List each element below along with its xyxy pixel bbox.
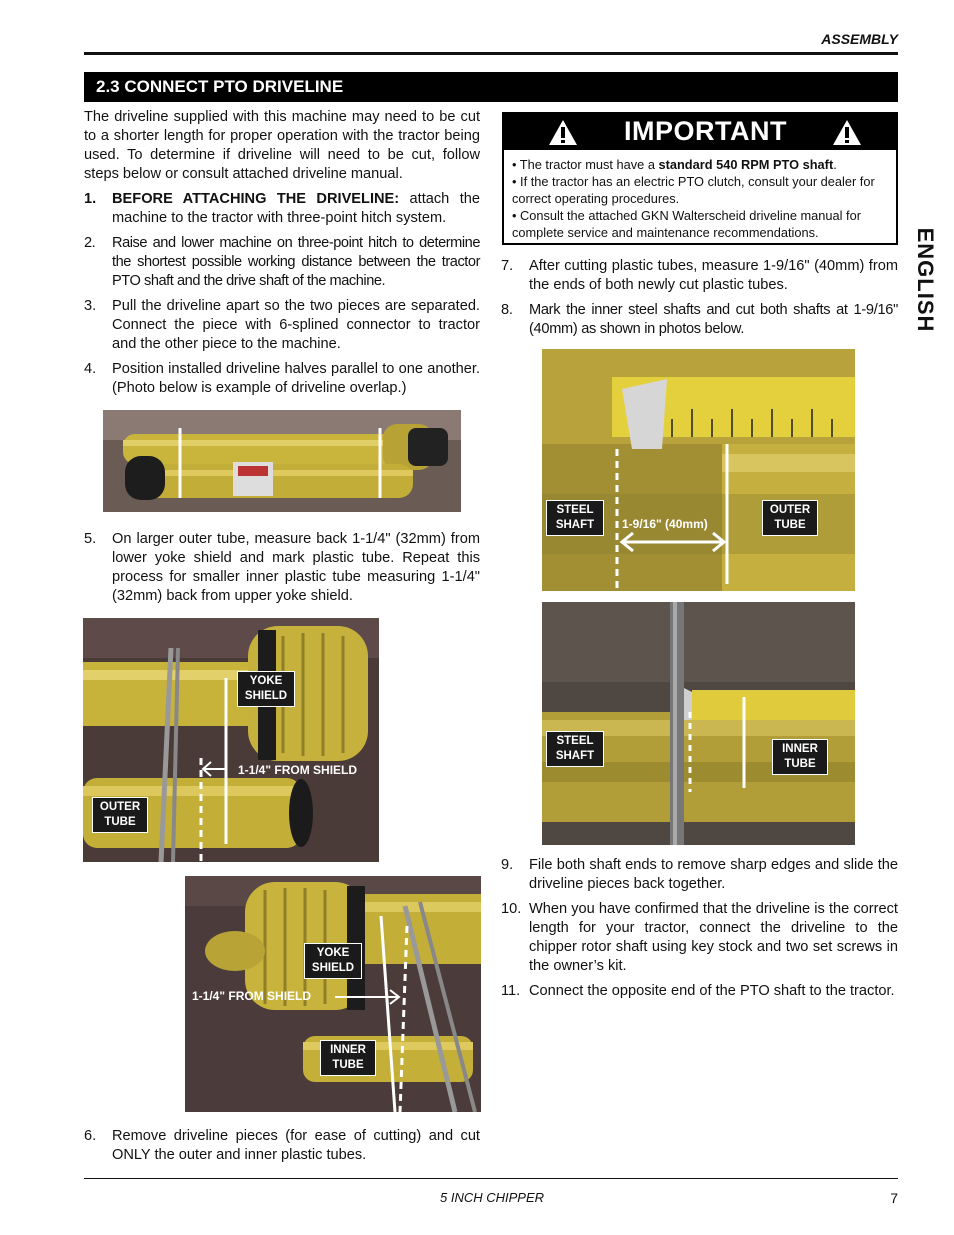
section-title: 2.3 CONNECT PTO DRIVELINE — [84, 72, 898, 102]
step-number: 4. — [84, 361, 97, 377]
step-text: Pull the driveline apart so the two pieces are separated. Connect the piece with 6-splined connector to tractor and the other piece to the machine. — [112, 298, 480, 352]
outer-tube-label: OUTER TUBE — [762, 500, 818, 536]
outer-tube-shaft-measure-photo — [542, 349, 855, 591]
page-number: 7 — [890, 1190, 898, 1206]
step-text: File both shaft ends to remove sharp edges and slide the driveline pieces back together. — [529, 857, 898, 892]
warning-icon — [832, 119, 862, 146]
important-bullet-2: • If the tractor has an electric PTO clutch, consult your dealer for correct operating procedures. — [512, 174, 875, 206]
step-number: 6. — [84, 1128, 97, 1144]
step-text: Raise and lower machine on three-point hitch to determine the shortest possible working distance between the tractor PTO shaft and the drive shaft of the machine. — [112, 235, 480, 289]
from-shield-label: 1-1/4" FROM SHIELD — [238, 763, 358, 777]
step-text: Mark the inner steel shafts and cut both shafts at 1-9/16" (40mm) as shown in photos below. — [529, 302, 898, 337]
bullet-text: • The tractor must have a — [512, 157, 659, 172]
footer-title: 5 INCH CHIPPER — [439, 1190, 545, 1205]
important-bullet-1 — [512, 156, 889, 173]
step-number: 7. — [501, 258, 514, 274]
yoke-shield-label: YOKE SHIELD — [237, 671, 295, 707]
step-number: 10. — [501, 901, 522, 917]
inner-tube-measure-photo — [185, 876, 481, 1112]
intro-paragraph: The driveline supplied with this machine may need to be cut to a shorter length for proper operation with the tractor being used. To determine if driveline will need to be cut, follow steps below or consult attached driveline manual. — [84, 109, 480, 182]
from-shield-label: 1-1/4" FROM SHIELD — [192, 989, 312, 1003]
step-number: 11. — [501, 983, 521, 999]
step-number: 9. — [501, 857, 514, 873]
step-number: 3. — [84, 298, 97, 314]
step-text — [112, 190, 480, 228]
step-number: 2. — [84, 235, 96, 251]
steel-shaft-label: STEEL SHAFT — [546, 500, 604, 536]
step-text: Connect the opposite end of the PTO shaft to the tractor. — [529, 983, 895, 999]
steel-shaft-label: STEEL SHAFT — [546, 731, 604, 767]
header-rule — [84, 52, 898, 55]
language-tab — [905, 220, 945, 340]
step-text: Position installed driveline halves parallel to one another. (Photo below is example of driveline overlap.) — [112, 361, 480, 396]
step-text: On larger outer tube, measure back 1-1/4" (32mm) from lower yoke shield and mark plastic tube. Repeat this process for smaller inner plastic tube measuring 1-1/4" (32mm) back from upper yoke shield. — [112, 531, 480, 604]
outer-tube-measure-photo — [83, 618, 379, 862]
important-bullet-3: • Consult the attached GKN Walterscheid driveline manual for complete service and maintenance recommendations. — [512, 208, 861, 240]
step-text: After cutting plastic tubes, measure 1-9/16" (40mm) from the ends of both newly cut plastic tubes. — [529, 258, 898, 293]
driveline-overlap-photo — [103, 410, 461, 512]
measure-label: 1-9/16" (40mm) — [622, 517, 708, 531]
inner-tube-shaft-measure-photo — [542, 602, 855, 845]
outer-tube-label: OUTER TUBE — [92, 797, 148, 833]
inner-tube-label: INNER TUBE — [320, 1040, 376, 1076]
bullet-text: . — [833, 157, 837, 172]
step-number: 5. — [84, 531, 97, 547]
language-tab-label: ENGLISH — [913, 227, 938, 333]
step-number: 1. — [84, 191, 97, 207]
header-section-title: ASSEMBLY — [821, 31, 898, 47]
important-header — [504, 114, 896, 150]
important-body — [504, 150, 896, 241]
step-number: 8. — [501, 302, 513, 318]
step-text: When you have confirmed that the driveline is the correct length for your tractor, connect the driveline to the chipper rotor shaft using key stock and two set screws in the owner’s kit. — [529, 901, 898, 974]
important-notice-box — [502, 112, 898, 245]
warning-icon — [548, 119, 578, 146]
yoke-shield-label: YOKE SHIELD — [304, 943, 362, 979]
step-lead: BEFORE ATTACHING THE DRIVELINE: — [112, 191, 400, 207]
inner-tube-label: INNER TUBE — [772, 739, 828, 775]
step-body: attach the machine to the tractor with three-point hitch system. — [112, 191, 480, 226]
footer-rule — [84, 1178, 898, 1179]
step-text: Remove driveline pieces (for ease of cutting) and cut ONLY the outer and inner plastic tubes. — [112, 1128, 480, 1163]
important-title: IMPORTANT — [624, 116, 787, 146]
bullet-bold-text: standard 540 RPM PTO shaft — [658, 157, 834, 172]
